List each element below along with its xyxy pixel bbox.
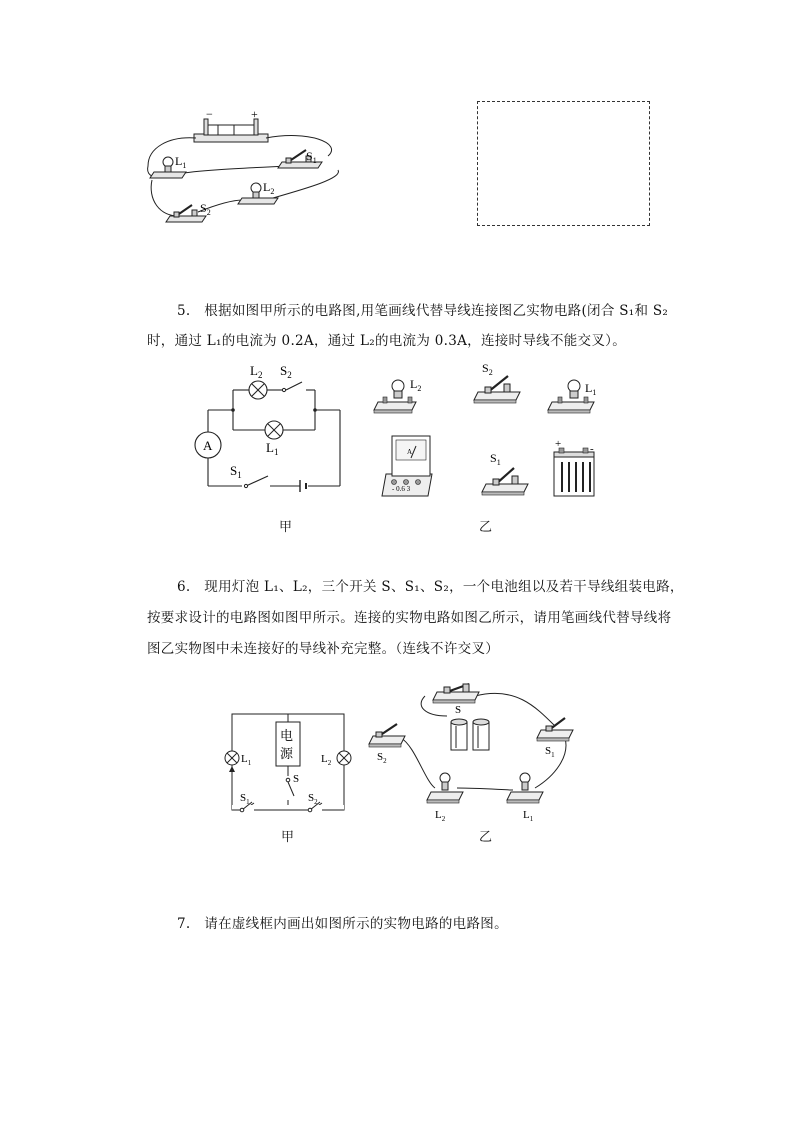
yi-s1-label: $S_1$: [490, 451, 501, 467]
jia-l1-label: $L_1$: [266, 440, 279, 457]
yi-l2-label: $L_2$: [410, 377, 422, 393]
jia6-lamp-l1: [225, 751, 239, 765]
jia6-lamp-l2: [337, 751, 351, 765]
q5-caption-yi: 乙: [479, 520, 493, 535]
svg-text:源: 源: [280, 746, 294, 761]
svg-text:- 0.6 3: - 0.6 3: [392, 485, 411, 493]
ammeter-symbol: [195, 432, 221, 458]
battery-holder: [194, 119, 268, 142]
yi6-battery-cells: [451, 719, 489, 750]
power-source-box: [276, 722, 300, 766]
yi6-switch-s2: [369, 724, 405, 747]
answer-dashed-box[interactable]: [477, 101, 650, 226]
yi-batt-plus: +: [555, 438, 562, 450]
jia-s1-label: $S_1$: [230, 463, 242, 480]
q5-components-yi: [370, 360, 620, 502]
lamp-l1-symbol: [265, 421, 283, 439]
q6-schematic-jia: [218, 700, 358, 820]
lamp-l2-symbol: [249, 381, 267, 399]
yi6-s2-label: $S_2$: [377, 751, 387, 765]
q5-caption-jia: 甲: [279, 520, 293, 535]
svg-text:电: 电: [280, 728, 294, 743]
yi6-l2-label: $L_2$: [435, 809, 446, 823]
yi6-s-label: S: [455, 704, 462, 716]
yi6-switch-s1: [537, 718, 573, 741]
jia6-s1-label: $S_1$: [240, 792, 250, 806]
yi-switch-s2: [474, 376, 520, 403]
jia6-l1-label: $L_1$: [241, 753, 252, 767]
jia-l2-label: $L_2$: [250, 363, 263, 380]
yi-batt-minus: -: [590, 443, 594, 455]
s1-label: $S_1$: [306, 149, 317, 165]
yi6-s1-label: $S_1$: [545, 745, 555, 759]
l2-label: $L_2$: [263, 180, 275, 196]
q7-number: 7.: [177, 916, 191, 932]
q7-text: 请在虚线框内画出如图所示的实物电路的电路图。: [204, 916, 508, 932]
yi-battery-pack: [554, 448, 594, 496]
jia-s2-label: $S_2$: [280, 363, 292, 380]
q5-line1: [177, 298, 668, 324]
battery-minus-label: −: [206, 108, 213, 121]
yi6-switch-s: [433, 684, 479, 703]
battery-plus-label: +: [251, 108, 258, 121]
s2-label: $S_2$: [200, 201, 211, 217]
q7-line: [177, 911, 508, 937]
yi-l1-label: $L_1$: [585, 381, 597, 397]
q6-line3: 图乙实物图中未连接好的导线补充完整。（连线不许交叉）: [147, 641, 500, 657]
q6-text-line1: 现用灯泡 L₁、L₂，三个开关 S、S₁、S₂，一个电池组以及若干导线组装电路，: [204, 579, 684, 595]
yi6-lamp-l1: [507, 773, 543, 803]
q6-line2: 按要求设计的电路图如图甲所示。连接的实物电路如图乙所示，请用笔画线代替导线将: [147, 610, 672, 626]
yi-s2-label: $S_2$: [482, 361, 493, 377]
q5-schematic-jia: [190, 362, 355, 497]
yi6-l1-label: $L_1$: [523, 809, 534, 823]
svg-text:A: A: [203, 438, 213, 453]
q6-real-circuit-yi: [365, 676, 585, 826]
q6-caption-yi: 乙: [479, 830, 493, 845]
q5-text-line1: 根据如图甲所示的电路图,用笔画线代替导线连接图乙实物电路(闭合 S₁和 S₂: [204, 303, 669, 319]
q5-number: 5.: [177, 303, 191, 319]
q6-line1: [177, 574, 684, 600]
jia6-l2-label: $L_2$: [321, 753, 332, 767]
yi-switch-s1: [482, 468, 528, 495]
jia6-s-label: S: [293, 773, 300, 785]
q5-line2: 时，通过 L₁的电流为 0.2A，通过 L₂的电流为 0.3A，连接时导线不能交叉）。: [147, 333, 627, 349]
q6-number: 6.: [177, 579, 191, 595]
l1-label: $L_1$: [175, 154, 187, 170]
yi-ammeter: [382, 436, 432, 496]
jia6-s2-label: $S_2$: [308, 792, 318, 806]
q6-caption-jia: 甲: [281, 830, 295, 845]
svg-text:A: A: [407, 448, 413, 456]
top-real-circuit-figure: [138, 108, 378, 233]
